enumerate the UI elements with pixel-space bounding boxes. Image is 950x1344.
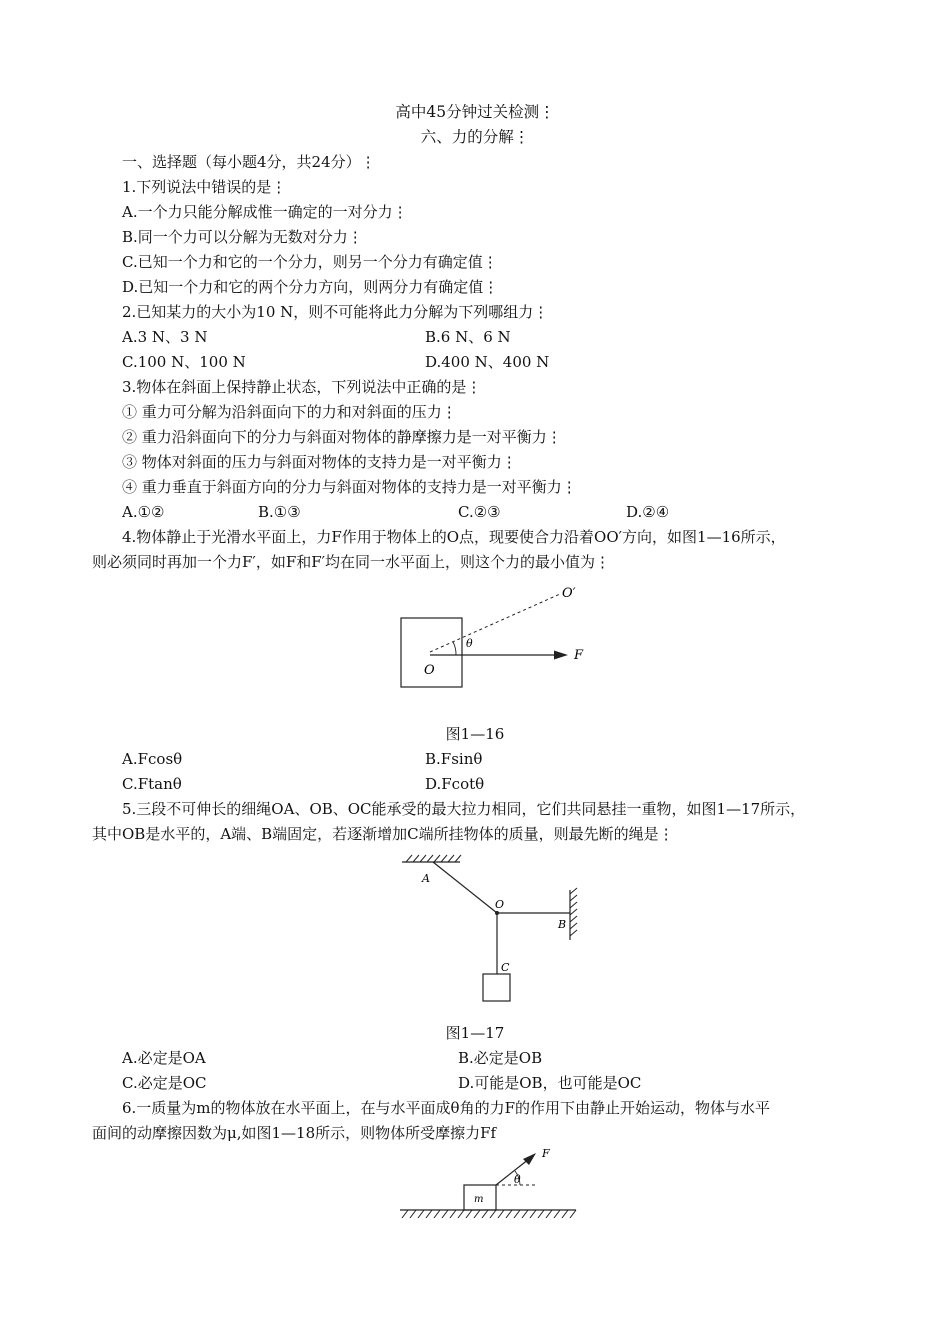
figure-1-18 [396,1145,581,1227]
q3-option-d: D.②④ [626,503,670,521]
c-label: C [501,961,510,974]
f-label: F [574,648,584,663]
q2-option-b: B.6 N、6 N [425,328,511,346]
q5-option-b: B.必定是OB [458,1049,543,1067]
q4-option-a: A.Fcosθ [122,750,183,768]
q6-line-1: 6.一质量为m的物体放在水平面上，在与水平面成θ角的力F的作用下由静止开始运动，物体与水平 [122,1099,770,1117]
q3-option-a: A.①② [122,503,165,521]
q5-option-d: D.可能是OB，也可能是OC [458,1074,642,1092]
a-label: A [422,872,430,885]
ceiling-hatching [406,855,461,862]
q1-stem: 1.下列说法中错误的是⋮ [122,178,287,196]
q2-option-a: A.3 N、3 N [122,328,208,346]
figure-1-16 [390,578,600,696]
o-label: O [424,663,435,678]
theta-label: θ [466,637,473,650]
o-prime-label: O′ [562,586,576,601]
q6-line-2: 面间的动摩擦因数为μ,如图1—18所示，则物体所受摩擦力Ff [92,1124,497,1142]
q4-option-d: D.Fcotθ [425,775,485,793]
figure-1-16-caption: 图1—16 [445,725,505,743]
q1-option-c: C.已知一个力和它的一个分力，则另一个分力有确定值⋮ [122,253,498,271]
q4-line-1: 4.物体静止于光滑水平面上，力F作用于物体上的O点，现要使合力沿着OO′方向，如图1—16所示， [122,528,786,546]
q3-stem: 3.物体在斜面上保持静止状态，下列说法中正确的是⋮ [122,378,482,396]
rope-oa [433,862,497,913]
hanging-weight [483,974,510,1001]
force-f-arrowhead [523,1153,536,1165]
q4-option-c: C.Ftanθ [122,775,182,793]
q5-option-a: A.必定是OA [122,1049,206,1067]
q3-statement-2: ② 重力沿斜面向下的分力与斜面对物体的静摩擦力是一对平衡力⋮ [122,428,562,446]
q2-option-c: C.100 N、100 N [122,353,246,371]
ground-hatching [402,1210,576,1218]
figure-1-17 [398,852,588,1007]
figure-1-17-caption: 图1—17 [445,1024,505,1042]
q1-option-d: D.已知一个力和它的两个分力方向，则两分力有确定值⋮ [122,278,499,296]
q3-statement-1: ① 重力可分解为沿斜面向下的力和对斜面的压力⋮ [122,403,457,421]
q5-line-2: 其中OB是水平的，A端、B端固定，若逐渐增加C端所挂物体的质量，则最先断的绳是⋮ [92,825,674,843]
force-f-line [496,1159,529,1185]
b-label: B [558,918,567,931]
knot-o [495,911,499,915]
force-f-arrowhead [554,651,568,660]
q2-option-d: D.400 N、400 N [425,353,550,371]
theta-label: θ [514,1173,521,1186]
q4-line-2: 则必须同时再加一个力F′，如F和F′均在同一水平面上，则这个力的最小值为⋮ [92,553,611,571]
q4-option-b: B.Fsinθ [425,750,483,768]
q3-option-b: B.①③ [258,503,301,521]
q2-stem: 2.已知某力的大小为10 N，则不可能将此力分解为下列哪组力⋮ [122,303,549,321]
q3-statement-3: ③ 物体对斜面的压力与斜面对物体的支持力是一对平衡力⋮ [122,453,517,471]
page-subtitle: 六、力的分解⋮ [420,128,530,146]
wall-hatching [570,888,577,936]
m-label: m [474,1194,484,1205]
o-label: O [495,898,505,911]
q5-option-c: C.必定是OC [122,1074,207,1092]
q1-option-a: A.一个力只能分解成惟一确定的一对分力⋮ [122,203,408,221]
q3-option-c: C.②③ [458,503,501,521]
q1-option-b: B.同一个力可以分解为无数对分力⋮ [122,228,363,246]
f-label: F [542,1147,550,1160]
page-title: 高中45分钟过关检测⋮ [395,103,555,121]
q5-line-1: 5.三段不可伸长的细绳OA、OB、OC能承受的最大拉力相同，它们共同悬挂一重物，如图1—17所示， [122,800,806,818]
q3-statement-4: ④ 重力垂直于斜面方向的分力与斜面对物体的支持力是一对平衡力⋮ [122,478,577,496]
theta-arc [453,642,456,655]
oo-prime-dashed-line [430,594,560,652]
section-heading: 一、选择题（每小题4分，共24分）⋮ [122,153,376,171]
